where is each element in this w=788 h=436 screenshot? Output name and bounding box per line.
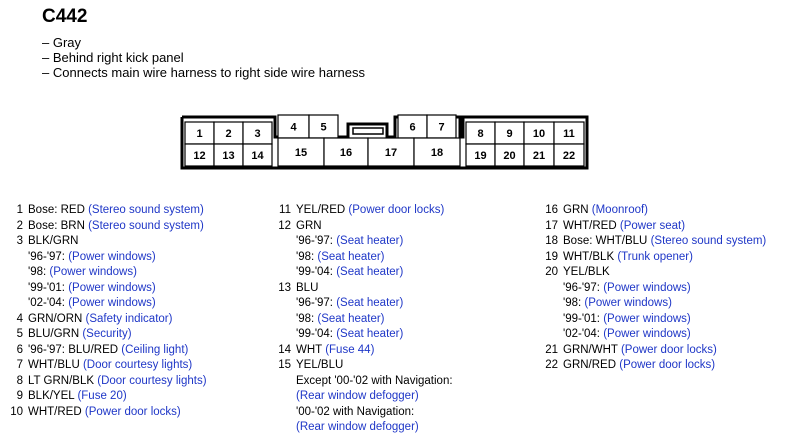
circuit-note: (Seat heater) <box>336 297 404 309</box>
wire-color: WHT <box>296 343 322 356</box>
pin-entry-subline <box>563 296 766 312</box>
pin-label: 22 <box>562 150 576 162</box>
pin-label: 15 <box>294 147 308 159</box>
circuit-note: (Power windows) <box>68 250 156 263</box>
pin-entry-subline <box>296 234 453 250</box>
connector-title: C442 <box>42 6 88 27</box>
pin-number: 7 <box>16 359 23 371</box>
pin-entry <box>545 234 767 250</box>
wire-color: GRN <box>563 204 589 216</box>
pin-entry <box>16 358 207 374</box>
circuit-note: (Power windows) <box>584 297 672 309</box>
wire-color: '96-'97: <box>563 281 600 294</box>
connector-pin-20 <box>495 144 524 166</box>
pin-entry-subline <box>296 265 453 281</box>
circuit-note: (Power door locks) <box>84 405 181 418</box>
note-color: – Gray <box>42 35 82 50</box>
pin-entry <box>278 281 453 297</box>
pin-label: 6 <box>409 121 416 134</box>
circuit-note: (Rear window defogger) <box>296 390 419 402</box>
pin-number: 17 <box>545 219 558 232</box>
circuit-note: (Moonroof) <box>591 204 649 216</box>
pin-entry-subline <box>296 327 453 343</box>
connector-pin-9 <box>495 122 524 144</box>
circuit-note: (Door courtesy lights) <box>97 374 207 387</box>
pin-number: 8 <box>16 374 23 387</box>
wire-color: '98: <box>563 297 582 309</box>
circuit-note: (Power windows) <box>68 297 156 309</box>
circuit-note: (Trunk opener) <box>617 250 693 263</box>
pin-entry-subline <box>296 389 453 405</box>
pin-label: 16 <box>339 147 353 159</box>
pin-entry <box>545 343 766 359</box>
connector-pin-2 <box>214 122 243 144</box>
pin-label: 5 <box>320 121 327 134</box>
connector-pin-4 <box>278 115 309 138</box>
pin-list-column-1 <box>10 203 207 420</box>
connector-pin-22 <box>554 144 584 166</box>
pin-list-column-2 <box>278 203 453 436</box>
pin-label: 11 <box>563 128 575 140</box>
circuit-note: (Ceiling light) <box>121 343 189 356</box>
circuit-note: (Seat heater) <box>336 266 404 278</box>
wire-color: '98: <box>296 312 315 325</box>
pin-label: 13 <box>222 150 235 162</box>
wire-color: '98: <box>296 250 315 263</box>
pin-label: 21 <box>532 150 546 162</box>
connector-pin-16 <box>324 138 368 166</box>
pin-number: 9 <box>16 390 23 402</box>
pin-entry <box>545 219 766 235</box>
pin-number: 21 <box>545 343 558 356</box>
pin-entry <box>279 203 453 219</box>
circuit-note: (Fuse 44) <box>325 343 375 356</box>
wire-color: '96-'97: <box>296 235 333 247</box>
pin-entry <box>278 219 453 235</box>
connector-pin-12 <box>185 144 214 166</box>
pin-entry <box>16 343 207 359</box>
wire-color: '99-'01: <box>28 281 65 294</box>
pin-entry-subline <box>296 296 453 312</box>
wire-color: '02-'04: <box>563 328 600 340</box>
connector-pin-7 <box>427 115 456 138</box>
pin-entry <box>16 327 207 343</box>
circuit-note: (Power windows) <box>49 266 137 278</box>
pin-label: 3 <box>254 128 261 140</box>
connector-pin-15 <box>278 138 324 166</box>
wire-color: Bose: BRN <box>28 219 85 232</box>
pin-label: 18 <box>430 147 444 159</box>
pin-number: 22 <box>545 359 558 371</box>
wire-color: Except '00-'02 with Navigation: <box>296 374 453 387</box>
connector-pin-11 <box>554 122 584 144</box>
pin-number: 14 <box>278 343 291 356</box>
pin-entry <box>278 358 453 374</box>
pin-entry <box>16 203 207 219</box>
circuit-note: (Power door locks) <box>619 359 716 371</box>
pin-label: 4 <box>290 121 297 134</box>
pin-number: 19 <box>545 250 558 263</box>
pin-label: 2 <box>225 128 232 140</box>
pin-label: 14 <box>251 150 264 162</box>
circuit-note: (Seat heater) <box>317 312 385 325</box>
pin-label: 20 <box>503 150 516 162</box>
wire-color: BLU <box>296 281 319 294</box>
pin-number: 1 <box>16 204 23 216</box>
pin-number: 11 <box>279 204 291 216</box>
pin-entry <box>545 250 766 266</box>
locking-tab <box>353 128 383 134</box>
pin-label: 7 <box>438 121 445 134</box>
pin-number: 13 <box>278 281 291 294</box>
pin-entry-subline <box>296 312 453 328</box>
note-connects: – Connects main wire harness to right side wire harness <box>42 65 365 80</box>
pin-entry-subline <box>296 420 453 436</box>
pin-entry-subline <box>28 265 207 281</box>
pin-entry-subline <box>563 312 766 328</box>
circuit-note: (Power windows) <box>68 281 156 294</box>
pin-entry-subline <box>28 250 207 266</box>
pin-entry <box>545 358 766 374</box>
note-location: – Behind right kick panel <box>42 50 184 65</box>
circuit-note: (Security) <box>82 328 132 340</box>
pin-number: 3 <box>16 235 23 247</box>
pin-entry-subline <box>296 250 453 266</box>
pin-entry-subline <box>28 296 207 312</box>
pin-label: 9 <box>506 128 513 140</box>
circuit-note: (Power door locks) <box>620 343 717 356</box>
pin-entry-subline <box>296 374 453 390</box>
wire-color: GRN/RED <box>563 359 617 371</box>
pin-label: 12 <box>193 150 206 162</box>
circuit-note: (Stereo sound system) <box>650 235 767 247</box>
connector-pin-14 <box>243 144 272 166</box>
circuit-note: (Power door locks) <box>348 204 445 216</box>
circuit-note: (Power windows) <box>603 328 691 340</box>
wire-color: YEL/BLU <box>296 359 344 371</box>
circuit-note: (Stereo sound system) <box>88 204 204 216</box>
wire-color: WHT/BLK <box>563 250 615 263</box>
pin-number: 5 <box>16 328 23 340</box>
wire-color: '96-'97: BLU/RED <box>28 343 119 356</box>
connector-pin-1 <box>185 122 214 144</box>
wire-color: WHT/RED <box>28 405 82 418</box>
circuit-note: (Seat heater) <box>336 235 404 247</box>
connector-pin-3 <box>243 122 272 144</box>
pin-label: 1 <box>196 128 203 140</box>
wire-color: BLK/YEL <box>28 390 75 402</box>
wire-color: '02-'04: <box>28 297 65 309</box>
wire-color: GRN/ORN <box>28 312 83 325</box>
wire-color: '96-'97: <box>28 250 65 263</box>
wire-color: Bose: WHT/BLU <box>563 235 648 247</box>
pin-number: 16 <box>545 204 558 216</box>
pin-entry <box>16 374 207 390</box>
wire-color: YEL/RED <box>296 204 346 216</box>
circuit-note: (Stereo sound system) <box>88 219 204 232</box>
pin-entry <box>278 343 453 359</box>
wire-color: WHT/BLU <box>28 359 80 371</box>
wire-color: '00-'02 with Navigation: <box>296 405 415 418</box>
pin-entry <box>545 203 766 219</box>
pin-label: 19 <box>474 150 487 162</box>
pin-entry-subline <box>296 405 453 421</box>
pin-number: 20 <box>545 266 558 278</box>
pin-entry <box>10 405 207 421</box>
pin-entry <box>16 234 207 250</box>
pin-number: 4 <box>16 312 23 325</box>
pin-number: 15 <box>278 359 291 371</box>
pin-entry-subline <box>563 327 766 343</box>
pin-entry <box>16 219 207 235</box>
connector-pin-8 <box>466 122 495 144</box>
wire-color: '99-'01: <box>563 312 600 325</box>
pin-list-column-3 <box>545 203 767 374</box>
wire-color: WHT/RED <box>563 219 617 232</box>
circuit-note: (Seat heater) <box>317 250 385 263</box>
pin-entry-subline <box>563 281 766 297</box>
pin-number: 2 <box>16 219 23 232</box>
wire-color: GRN <box>296 219 322 232</box>
circuit-note: (Power windows) <box>603 281 691 294</box>
pin-entry-subline <box>28 281 207 297</box>
wire-color: '96-'97: <box>296 297 333 309</box>
circuit-note: (Fuse 20) <box>77 390 127 402</box>
connector-pin-10 <box>524 122 554 144</box>
wire-color: BLU/GRN <box>28 328 80 340</box>
pin-label: 10 <box>532 128 546 140</box>
circuit-note: (Power windows) <box>603 312 691 325</box>
pin-number: 18 <box>545 235 558 247</box>
wire-color: BLK/GRN <box>28 235 79 247</box>
connector-pin-5 <box>309 115 338 138</box>
connector-pin-18 <box>414 138 460 166</box>
circuit-note: (Power seat) <box>619 219 686 232</box>
wire-color: '99-'04: <box>296 328 333 340</box>
wire-color: GRN/WHT <box>563 343 618 356</box>
pin-entry <box>16 389 207 405</box>
pin-number: 6 <box>16 343 23 356</box>
connector-pin-6 <box>398 115 427 138</box>
pin-number: 12 <box>278 219 291 232</box>
circuit-note: (Rear window defogger) <box>296 421 419 433</box>
connector-pin-17 <box>368 138 414 166</box>
pin-label: 8 <box>477 128 484 140</box>
connector-pin-21 <box>524 144 554 166</box>
wire-color: LT GRN/BLK <box>28 374 95 387</box>
wire-color: YEL/BLK <box>563 266 610 278</box>
wire-color: '98: <box>28 266 47 278</box>
pin-entry <box>545 265 766 281</box>
circuit-note: (Safety indicator) <box>85 312 173 325</box>
connector-pin-19 <box>466 144 495 166</box>
circuit-note: (Door courtesy lights) <box>82 359 193 371</box>
wire-color: '99-'04: <box>296 266 333 278</box>
circuit-note: (Seat heater) <box>336 328 404 340</box>
connector-pin-13 <box>214 144 243 166</box>
wire-color: Bose: RED <box>28 204 85 216</box>
pin-entry <box>16 312 207 328</box>
pin-number: 10 <box>10 405 23 418</box>
pin-label: 17 <box>384 147 398 159</box>
